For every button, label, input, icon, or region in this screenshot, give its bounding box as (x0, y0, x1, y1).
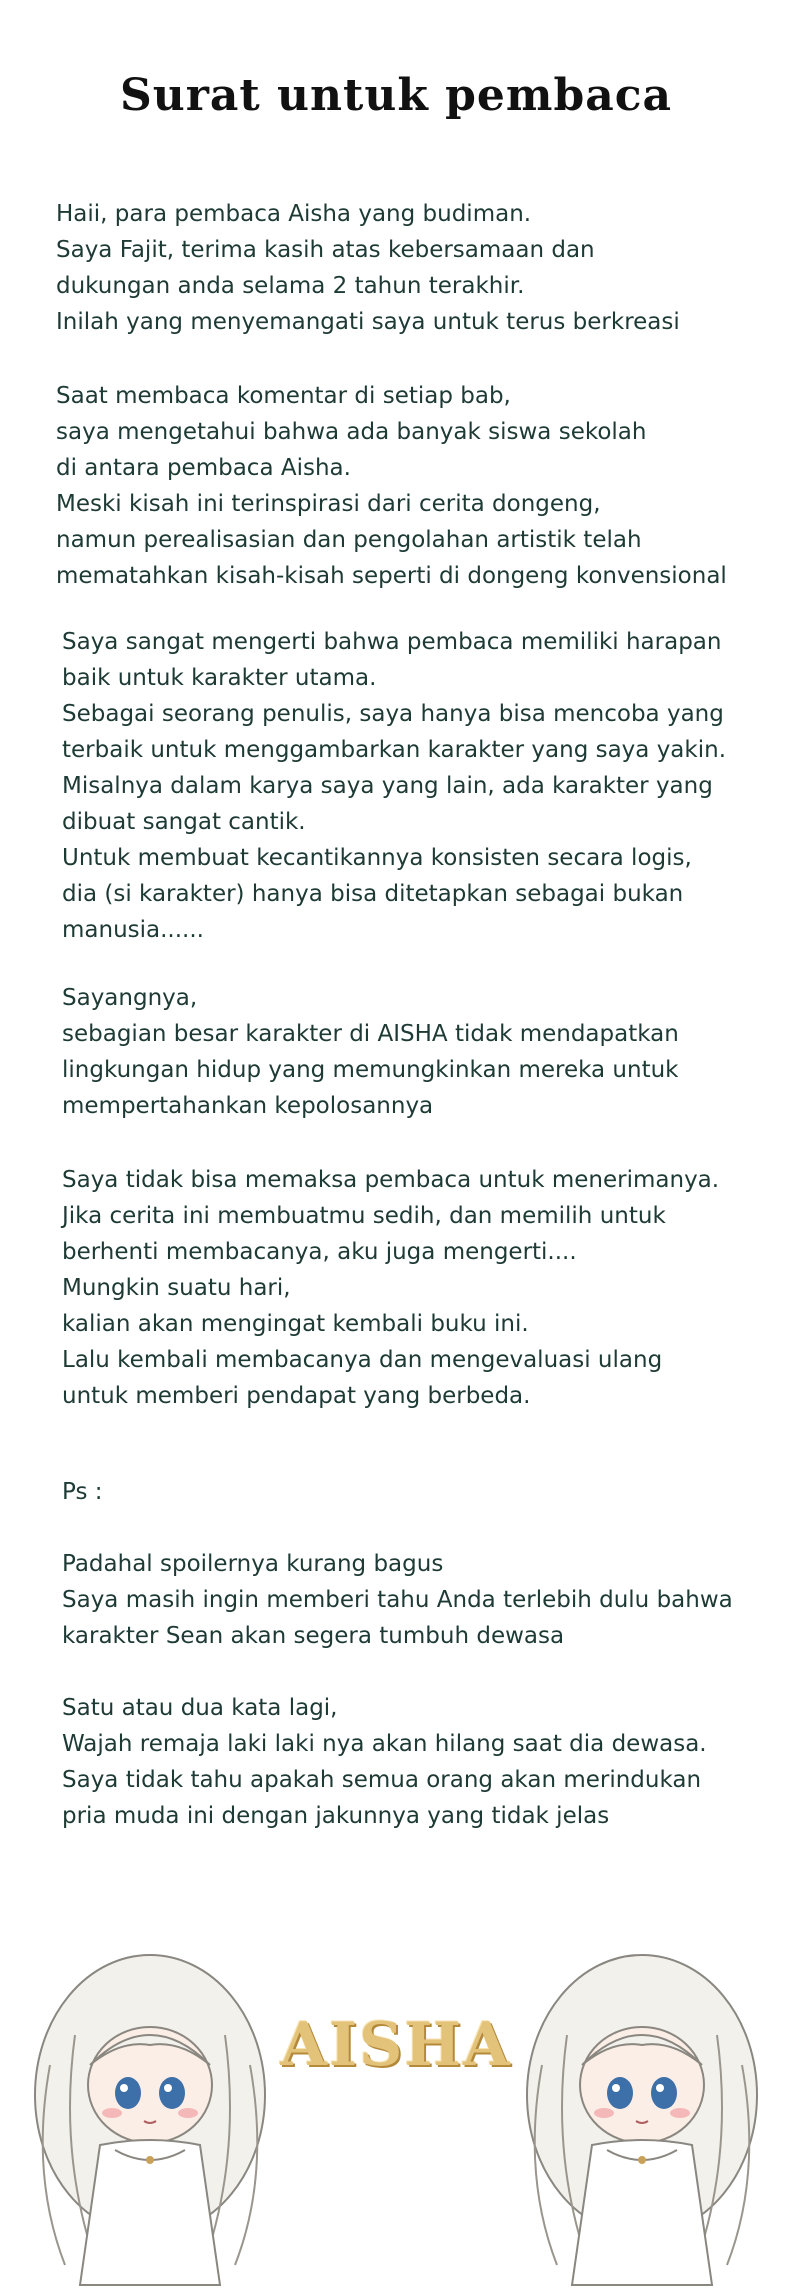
text-line: berhenti membacanya, aku juga mengerti.... (62, 1239, 577, 1265)
text-line: Mungkin suatu hari, (62, 1275, 291, 1301)
text-line: Lalu kembali membacanya dan mengevaluasi ulang (62, 1347, 663, 1373)
text-line: Sebagai seorang penulis, saya hanya bisa mencoba yang (62, 701, 724, 727)
text-line: Ps : (62, 1479, 103, 1505)
text-line: saya mengetahui bahwa ada banyak siswa sekolah (56, 419, 647, 445)
text-line: Jika cerita ini membuatmu sedih, dan memilih untuk (62, 1203, 666, 1229)
text-line: Saya tidak bisa memaksa pembaca untuk menerimanya. (62, 1167, 720, 1193)
text-line: Meski kisah ini terinspirasi dari cerita dongeng, (56, 491, 601, 517)
text-line: sebagian besar karakter di AISHA tidak mendapatkan (62, 1021, 679, 1047)
text-line: dibuat sangat cantik. (62, 809, 306, 835)
text-line: Misalnya dalam karya saya yang lain, ada karakter yang (62, 773, 713, 799)
chibi-doll-left-illustration (20, 1945, 280, 2294)
text-line: Untuk membuat kecantikannya konsisten secara logis, (62, 845, 692, 871)
paragraph-4 (62, 980, 762, 1124)
text-line: dukungan anda selama 2 tahun terakhir. (56, 273, 525, 299)
text-line: Haii, para pembaca Aisha yang budiman. (56, 201, 532, 227)
text-line: Saya tidak tahu apakah semua orang akan merindukan (62, 1767, 702, 1793)
text-line: mempertahankan kepolosannya (62, 1093, 434, 1119)
text-line: Inilah yang menyemangati saya untuk terus berkreasi (56, 309, 680, 335)
paragraph-6 (62, 1546, 762, 1654)
text-line: di antara pembaca Aisha. (56, 455, 351, 481)
text-line: mematahkan kisah-kisah seperti di dongeng konvensional (56, 563, 727, 589)
paragraph-7 (62, 1690, 762, 1834)
chibi-doll-right-illustration (512, 1945, 772, 2294)
text-line: Saya masih ingin memberi tahu Anda terlebih dulu bahwa (62, 1587, 733, 1613)
text-line: baik untuk karakter utama. (62, 665, 377, 691)
paragraph-5 (62, 1162, 762, 1414)
text-line: terbaik untuk menggambarkan karakter yang saya yakin. (62, 737, 727, 763)
aisha-logo: AISHA (280, 2010, 512, 2080)
text-line: Saat membaca komentar di setiap bab, (56, 383, 511, 409)
text-line: Saya Fajit, terima kasih atas kebersamaan dan (56, 237, 595, 263)
text-line: Wajah remaja laki laki nya akan hilang saat dia dewasa. (62, 1731, 707, 1757)
text-line: dia (si karakter) hanya bisa ditetapkan sebagai bukan (62, 881, 684, 907)
paragraph-1 (56, 196, 756, 340)
text-line: namun perealisasian dan pengolahan artistik telah (56, 527, 642, 553)
paragraph-2 (56, 378, 756, 594)
text-line: karakter Sean akan segera tumbuh dewasa (62, 1623, 565, 1649)
text-line: Satu atau dua kata lagi, (62, 1695, 338, 1721)
text-line: Saya sangat mengerti bahwa pembaca memiliki harapan (62, 629, 722, 655)
text-line: pria muda ini dengan jakunnya yang tidak jelas (62, 1803, 610, 1829)
text-line: kalian akan mengingat kembali buku ini. (62, 1311, 529, 1337)
text-line: untuk memberi pendapat yang berbeda. (62, 1383, 531, 1409)
text-line: Sayangnya, (62, 985, 198, 1011)
text-line: Padahal spoilernya kurang bagus (62, 1551, 444, 1577)
postscript-label (62, 1474, 762, 1510)
page-title: Surat untuk pembaca (119, 70, 673, 121)
paragraph-3 (62, 624, 762, 948)
text-line: lingkungan hidup yang memungkinkan mereka untuk (62, 1057, 679, 1083)
text-line: manusia...... (62, 917, 204, 943)
